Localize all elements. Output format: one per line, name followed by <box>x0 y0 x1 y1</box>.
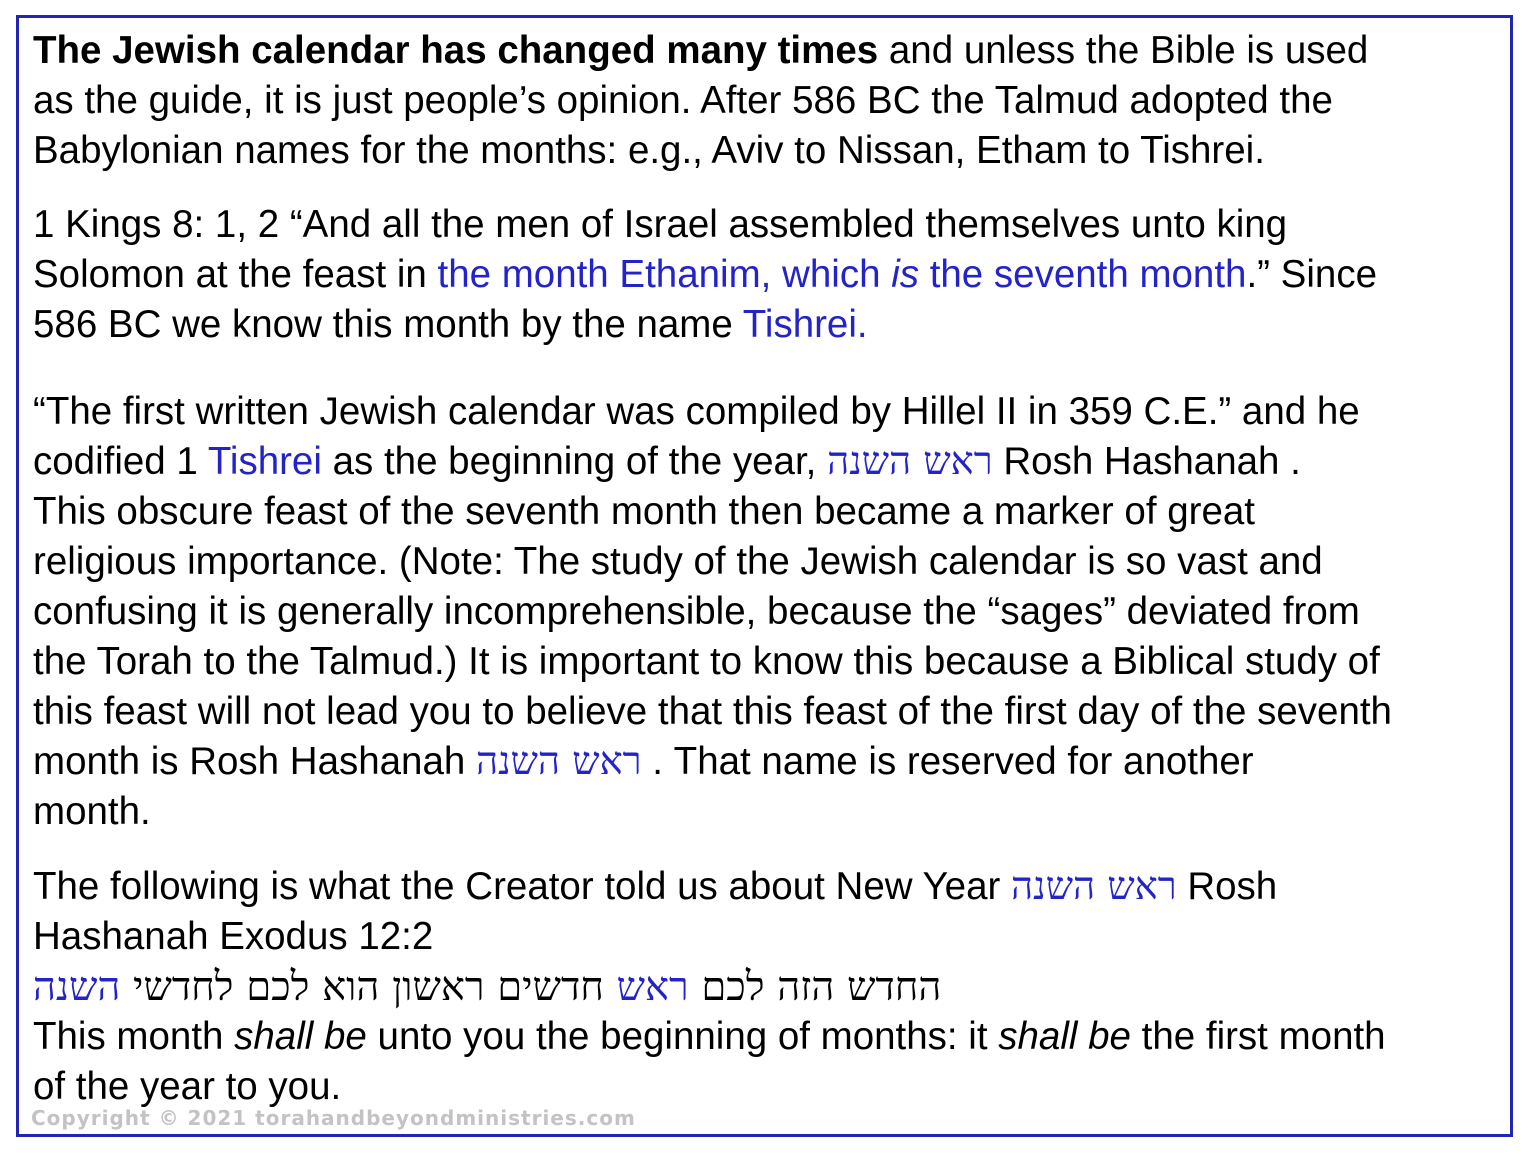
text-line <box>33 437 1508 487</box>
text-line <box>33 300 1508 350</box>
text-line: confusing it is generally incomprehensible, because the “sages” deviated from <box>33 590 1360 633</box>
text-span: . That name is reserved for another <box>641 740 1254 783</box>
hebrew-text: החדש הזה לכם <box>688 964 942 1010</box>
paragraph-hillel-calendar <box>33 387 1508 837</box>
hebrew-highlight-rosh: ראש <box>616 964 689 1010</box>
paragraph-kings-quote <box>33 200 1508 350</box>
hebrew-rosh-hashanah: ראש השנה <box>1011 864 1177 909</box>
text-span: the month Ethanim, which <box>437 253 892 296</box>
text-span: Rosh Hashanah . <box>992 440 1301 483</box>
italic-text: shall be <box>998 1015 1131 1058</box>
paragraph-exodus-verse <box>33 862 1508 1112</box>
text-span: The following is what the Creator told us about New Year <box>33 865 1012 908</box>
text-line <box>33 1012 1508 1062</box>
text-span: as the beginning of the year, <box>321 440 828 483</box>
text-span: the first month <box>1130 1015 1386 1058</box>
text-span: This month <box>33 1015 235 1058</box>
italic-text: is <box>891 253 919 296</box>
text-span: codified 1 <box>33 440 208 483</box>
text-span: month is Rosh Hashanah <box>33 740 476 783</box>
bold-lead-text: The Jewish calendar has changed many times <box>33 29 879 72</box>
text-span: unto you the beginning of months: it <box>366 1015 999 1058</box>
text-line: religious importance. (Note: The study of the Jewish calendar is so vast and <box>33 540 1323 583</box>
copyright-notice: Copyright © 2021 torahandbeyondministries.com <box>31 1106 636 1130</box>
text-line: “The first written Jewish calendar was compiled by Hillel II in 359 C.E.” and he <box>33 390 1360 433</box>
hebrew-text: חדשים ראשון הוא לכם לחדשי <box>120 964 617 1010</box>
hebrew-rosh-hashanah: ראש השנה <box>827 439 993 484</box>
text-line: as the guide, it is just people’s opinion. After 586 BC the Talmud adopted the <box>33 79 1333 122</box>
text-line: 1 Kings 8: 1, 2 “And all the men of Israel assembled themselves unto king <box>33 203 1288 246</box>
text-line <box>33 26 1508 76</box>
highlight-tishrei: Tishrei. <box>742 303 868 346</box>
text-line: of the year to you. <box>33 1065 342 1108</box>
paragraph-calendar-changes <box>33 26 1508 176</box>
highlight-tishrei: Tishrei <box>207 440 322 483</box>
text-line <box>33 737 1508 787</box>
text-line: This obscure feast of the seventh month then became a marker of great <box>33 490 1255 533</box>
text-span: Solomon at the feast in <box>33 253 438 296</box>
text-span: 586 BC we know this month by the name <box>33 303 743 346</box>
text-span: the seventh month <box>919 253 1247 296</box>
text-line: the Torah to the Talmud.) It is important to know this because a Biblical study of <box>33 640 1380 683</box>
text-span: Rosh <box>1176 865 1278 908</box>
text-line: Babylonian names for the months: e.g., Aviv to Nissan, Etham to Tishrei. <box>33 129 1265 172</box>
italic-text: shall be <box>234 1015 367 1058</box>
text-line: this feast will not lead you to believe that this feast of the first day of the seventh <box>33 690 1392 733</box>
hebrew-verse-line <box>33 962 1098 1012</box>
highlight-ethanim <box>438 253 1247 296</box>
text-line <box>33 862 1508 912</box>
hebrew-rosh-hashanah: ראש השנה <box>476 739 642 784</box>
text-line: Hashanah Exodus 12:2 <box>33 915 434 958</box>
document-body <box>33 26 1508 1112</box>
hebrew-highlight-hashanah: השנה <box>33 964 121 1010</box>
text-span: and unless the Bible is used <box>878 29 1369 72</box>
text-span: .” Since <box>1246 253 1377 296</box>
text-line: month. <box>33 790 151 833</box>
text-line <box>33 250 1508 300</box>
